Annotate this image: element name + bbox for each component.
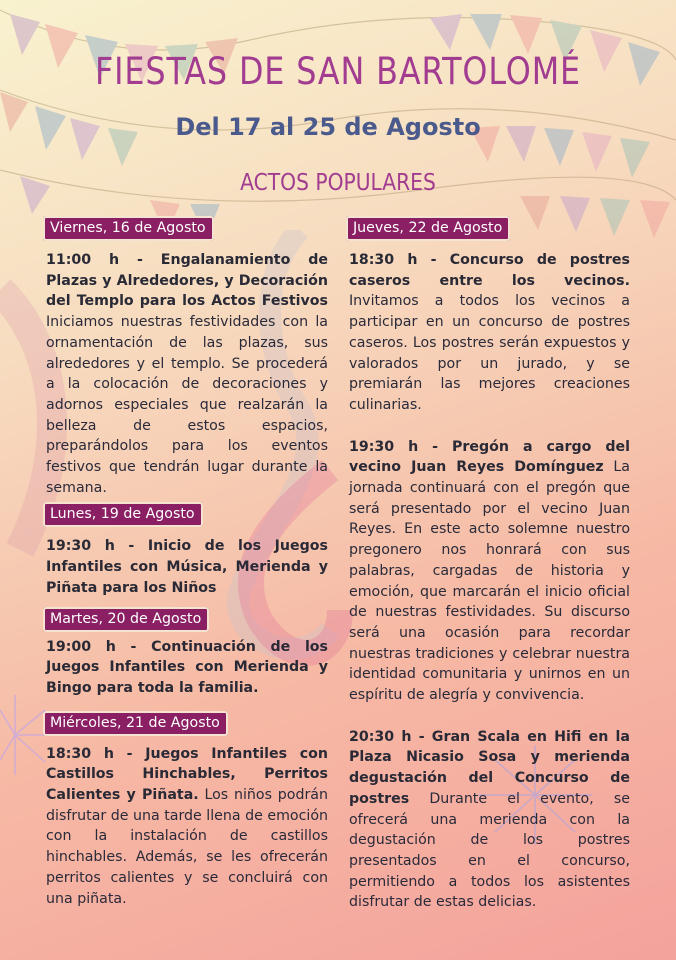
event-description: Iniciamos nuestras festividades con la ornamentación de las plazas, sus alrededores y el templo. Se procederá a la colocación de decoraciones y adornos especiales que realzarán la belleza de estos espacios, preparándolos para los eventos festivos que tendrán lugar durante la semana.: [46, 314, 328, 496]
event-castillos: [46, 744, 328, 910]
event-concurso-postres: [349, 250, 630, 416]
date-badge-viernes: Viernes, 16 de Agosto: [43, 216, 214, 241]
event-description: Durante el evento, se ofrecerá una merienda con la degustación de los postres presentados en el concurso, permitiendo a todos los asistentes disfrutar de estas delicias.: [349, 790, 630, 911]
event-juegos-inicio: [46, 536, 328, 598]
event-description: Invitamos a todos los vecinos a participar en un concurso de postres caseros. Los postres serán expuestos y valorados por un jurado, y se premiarán las mejores creaciones culinarias.: [349, 293, 630, 413]
event-gran-scala: [349, 727, 630, 913]
event-engalanamiento: [46, 250, 328, 498]
date-badge-jueves: Jueves, 22 de Agosto: [346, 216, 510, 241]
event-heading: 19:30 h - Pregón a cargo del vecino Juan Reyes Domínguez: [349, 438, 630, 476]
date-badge-lunes: Lunes, 19 de Agosto: [43, 502, 203, 527]
event-pregon: [349, 437, 630, 706]
event-description: Los niños podrán disfrutar de una tarde llena de emoción con la instalación de castillos hinchables. Además, se les ofrecerán perritos calientes y se concluirá con una piñata.: [46, 787, 328, 907]
right-column: [349, 216, 630, 913]
event-heading: 18:30 h - Concurso de postres caseros entre los vecinos.: [349, 252, 630, 289]
date-badge-martes: Martes, 20 de Agosto: [43, 607, 209, 632]
event-juegos-continuacion: [46, 637, 328, 699]
event-heading: 18:30 h - Juegos Infantiles con Castillos Hinchables, Perritos Calientes y Piñata.: [46, 745, 328, 804]
event-heading: 19:00 h - Continuación de los Juegos Infantiles con Merienda y Bingo para toda la familia.: [46, 638, 328, 696]
event-heading: 19:30 h - Inicio de los Juegos Infantiles con Música, Merienda y Piñata para los Niños: [46, 538, 328, 596]
page-title: FIESTAS DE SAN BARTOLOMÉ: [95, 50, 581, 93]
left-column: [46, 216, 328, 909]
event-description: La jornada continuará con el pregón que será presentado por el vecino Juan Reyes. En este acto solemne nuestro pregonero nos honrará con sus palabras, cargadas de historia y emoción, que marcarán el inicio oficial de nuestras festividades. Su discurso será una ocasión para recordar nuestras tradiciones y celebrar nuestra identidad comunitaria y unirnos en un espíritu de alegría y convivencia.: [349, 459, 630, 704]
event-heading: 11:00 h - Engalanamiento de Plazas y Alrededores, y Decoración del Templo para los Actos Festivos: [46, 252, 328, 310]
date-range-subtitle: Del 17 al 25 de Agosto: [175, 113, 481, 141]
section-heading: ACTOS POPULARES: [240, 170, 436, 196]
date-badge-miercoles: Miércoles, 21 de Agosto: [43, 711, 228, 736]
event-heading: 20:30 h - Gran Scala en Hifi en la Plaza Nicasio Sosa y merienda degustación del Concurso de postres: [349, 728, 630, 807]
